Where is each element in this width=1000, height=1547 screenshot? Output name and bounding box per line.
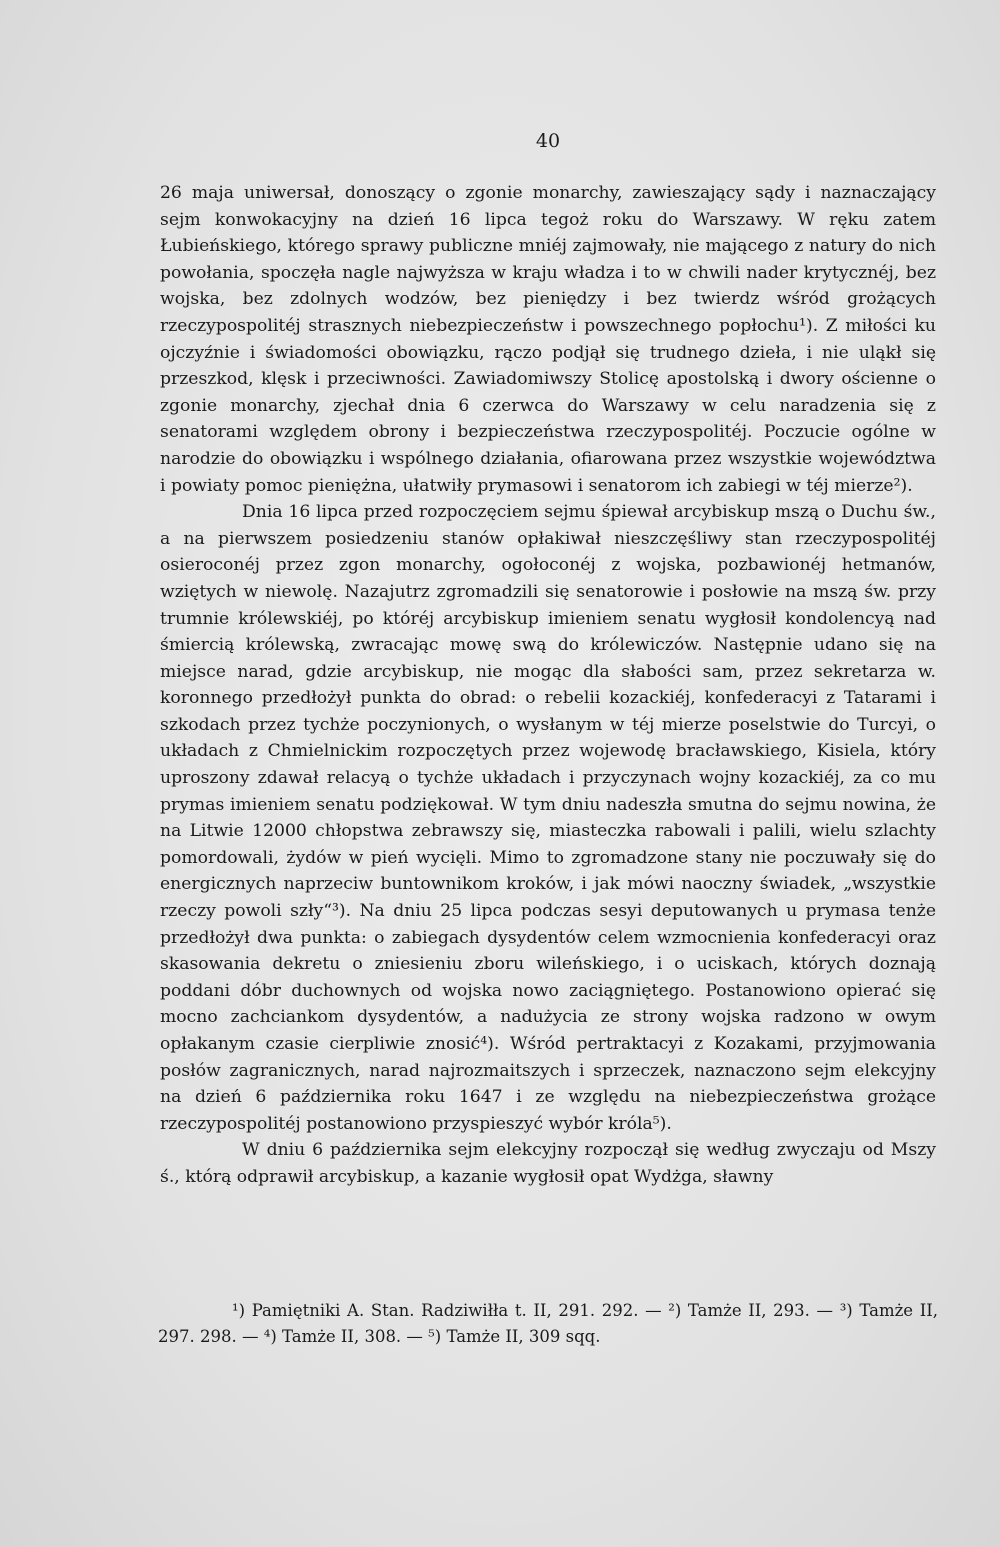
footnote-block: ¹) Pamiętniki A. Stan. Radziwiłła t. II, 291. 292. — ²) Tamże II, 293. — ³) Tamże II, 297. 298. — ⁴) Tamże II, 308. — ⁵) Tamże II, 309 sqq. [158, 1301, 938, 1346]
paragraph-1: 26 maja uniwersał, donoszący o zgonie monarchy, zawieszający sądy i naznaczający sejm konwokacyjny na dzień 16 lipca tegoż roku do Warszawy. W ręku zatem Łubieńskiego, którego sprawy publiczne mniéj zajmowały, nie mającego z natury do nich powołania, spoczęła nagle najwyższa w kraju władza i to w chwili nader krytycznéj, bez wojska, bez zdolnych wodzów, bez pieniędzy i bez twierdz wśród grożących rzeczypospolitéj strasznych niebezpieczeństw i powszechnego popłochu¹). Z miłości ku ojczyźnie i świadomości obowiązku, rączo podjął się trudnego dzieła, i nie uląkł się przeszkod, klęsk i przeciwności. Zawiadomiwszy Stolicę apostolską i dwory ościenne o zgonie monarchy, zjechał dnia 6 czerwca do Warszawy w celu naradzenia się z senatorami względem obrony i bezpieczeństwa rzeczypospolitéj. Poczucie ogólne w narodzie do obowiązku i wspólnego działania, ofiarowana przez wszystkie województwa i powiaty pomoc pieniężna, ułatwiły prymasowi i senatorom ich zabiegi w téj mierze²). [160, 183, 936, 496]
paragraph-3: W dniu 6 października sejm elekcyjny rozpoczął się według zwyczaju od Mszy ś., którą odprawił arcybiskup, a kazanie wygłosił opat Wydżga, sławny [160, 1140, 936, 1187]
footnotes [158, 1298, 938, 1350]
body-text [160, 180, 936, 1191]
paragraph-2: Dnia 16 lipca przed rozpoczęciem sejmu śpiewał arcybiskup mszą o Duchu św., a na pierwszem posiedzeniu stanów opłakiwał nieszczęśliwy stan rzeczypospolitéj osieroconéj przez zgon monarchy, ogołoconéj z wojska, pozbawionéj hetmanów, wziętych w niewolę. Nazajutrz zgromadzili się senatorowie i posłowie na mszą św. przy trumnie królewskiéj, po któréj arcybiskup imieniem senatu wygłosił kondolencyą nad śmiercią królewską, zwracając mowę swą do królewiczów. Następnie udano się na miejsce narad, gdzie arcybiskup, nie mogąc dla słabości sam, przez sekretarza w. koronnego przedłożył punkta do obrad: o rebelii kozackiéj, konfederacyi z Tatarami i szkodach przez tychże poczynionych, o wysłanym w téj mierze poselstwie do Turcyi, o układach z Chmielnickim rozpoczętych przez wojewodę bracławskiego, Kisiela, który uproszony zdawał relacyą o tychże układach i przyczynach wojny kozackiéj, za co mu prymas imieniem senatu podziękował. W tym dniu nadeszła smutna do sejmu nowina, że na Litwie 12000 chłopstwa zebrawszy się, miasteczka rabowali i palili, wielu szlachty pomordowali, żydów w pień wycięli. Mimo to zgromadzone stany nie poczuwały się do energicznych naprzeciw buntownikom kroków, i jak mówi naoczny świadek, „wszystkie rzeczy powoli szły“³). Na dniu 25 lipca podczas sesyi deputowanych u prymasa tenże przedłożył dwa punkta: o zabiegach dysydentów celem wzmocnienia konfederacyi oraz skasowania dekretu o zniesieniu zboru wileńskiego, i o uciskach, których doznają poddani dóbr duchownych od wojska nowo zaciągniętego. Postanowiono opierać się mocno zachciankom dysydentów, a nadużycia ze strony wojska radzono w owym opłakanym czasie cierpliwie znosić⁴). Wśród pertraktacyi z Kozakami, przyjmowania posłów zagranicznych, narad najrozmaitszych i sprzeczek, naznaczono sejm elekcyjny na dzień 6 października roku 1647 i ze względu na niebezpieczeństwa grożące rzeczypospolitéj postanowiono przyspieszyć wybór króla⁵). [160, 502, 936, 1134]
page-number: 40 [535, 130, 561, 152]
